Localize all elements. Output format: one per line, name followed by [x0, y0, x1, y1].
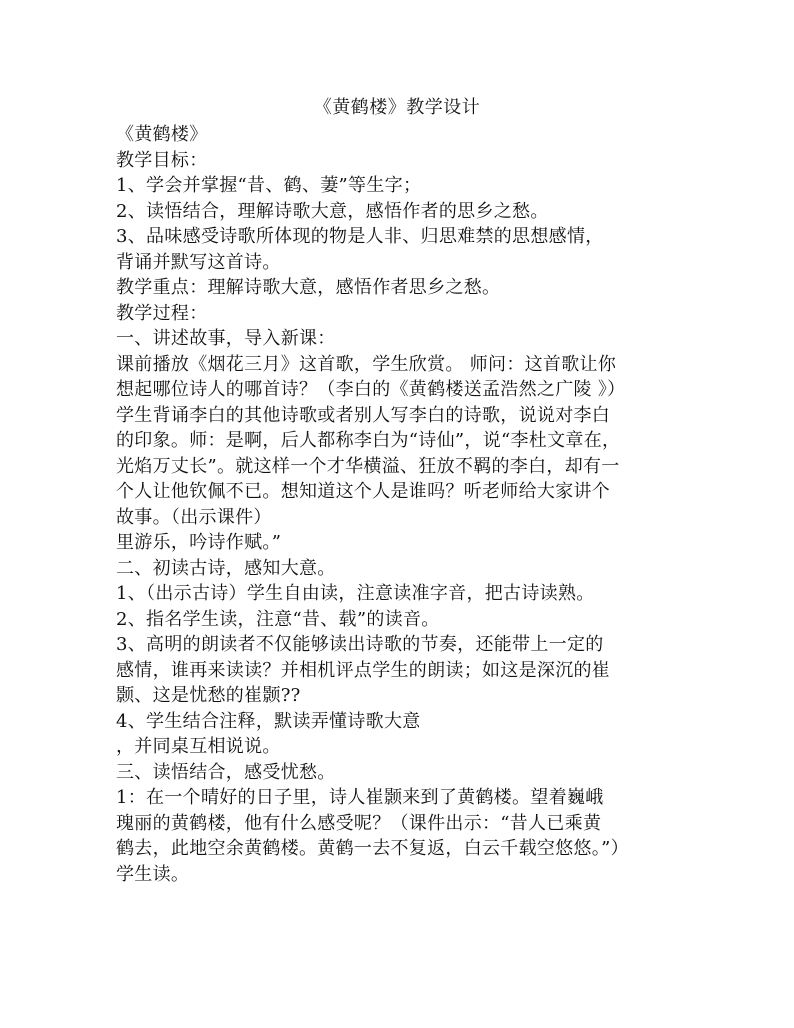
text-line: 二、初读古诗，感知大意。 [116, 557, 336, 579]
text-line: 3、高明的朗读者不仅能够读出诗歌的节奏，还能带上一定的 [116, 634, 604, 655]
text-line: 学生读。 [116, 863, 190, 885]
text-line: 里游乐，吟诗作赋。” [116, 532, 282, 553]
text-line: 1：在一个晴好的日子里，诗人崔颢来到了黄鹤楼。望着巍峨 [116, 787, 604, 808]
text-line: 三、读悟结合，感受忧愁。 [116, 761, 336, 783]
text-line: 鹤去，此地空余黄鹤楼。黄鹤一去不复返，白云千载空悠悠。”） [116, 838, 629, 859]
text-line: 教学目标： [116, 149, 208, 171]
text-line: 想起哪位诗人的哪首诗？（李白的《黄鹤楼送孟浩然之广陵 》） [116, 379, 626, 400]
text-line: 教学过程： [116, 302, 208, 324]
text-line: 的印象。师：是啊，后人都称李白为“诗仙”，说“李杜文章在， [116, 430, 621, 451]
text-line: 4、学生结合注释，默读弄懂诗歌大意 [116, 710, 421, 732]
text-line: 2、读悟结合，理解诗歌大意，感悟作者的思乡之愁。 [116, 200, 549, 222]
text-line: 1、（出示古诗）学生自由读，注意读准字音，把古诗读熟。 [116, 583, 595, 604]
text-line: 感情，谁再来读读？并相机评点学生的朗读；如这是深沉的崔 [116, 659, 611, 681]
text-line: 光焰万丈长”。就这样一个才华横溢、狂放不羁的李白，却有一 [116, 455, 620, 477]
document-title: 《黄鹤楼》教学设计 [313, 97, 481, 118]
text-line: 课前播放《烟花三月》这首歌，学生欣赏。 师问：这首歌让你 [116, 353, 617, 375]
text-line: 个人让他钦佩不已。想知道这个人是谁吗？听老师给大家讲个 [116, 481, 611, 502]
text-line: 3、品味感受诗歌所体现的物是人非、归思难禁的思想感情， [116, 226, 604, 247]
document-body [116, 122, 686, 887]
text-line: 2、指名学生读，注意“昔、载”的读音。 [116, 608, 440, 630]
text-line: ，并同桌互相说说。 [116, 736, 281, 757]
text-line: 故事。（出示课件） [116, 506, 272, 528]
text-line: 颢、这是忧愁的崔颢?? [116, 685, 301, 706]
text-line: 瑰丽的黄鹤楼，他有什么感受呢？（课件出示：“昔人已乘黄 [116, 812, 602, 834]
text-line: 《黄鹤楼》 [116, 124, 208, 145]
text-line: 学生背诵李白的其他诗歌或者别人写李白的诗歌，说说对李白 [116, 404, 611, 426]
text-line: 背诵并默写这首诗。 [116, 251, 281, 273]
text-line: 教学重点：理解诗歌大意，感悟作者思乡之愁。 [116, 277, 501, 298]
text-line: 1、学会并掌握“昔、鹤、萋”等生字； [116, 175, 422, 196]
text-line: 一、讲述故事，导入新课： [116, 328, 336, 349]
